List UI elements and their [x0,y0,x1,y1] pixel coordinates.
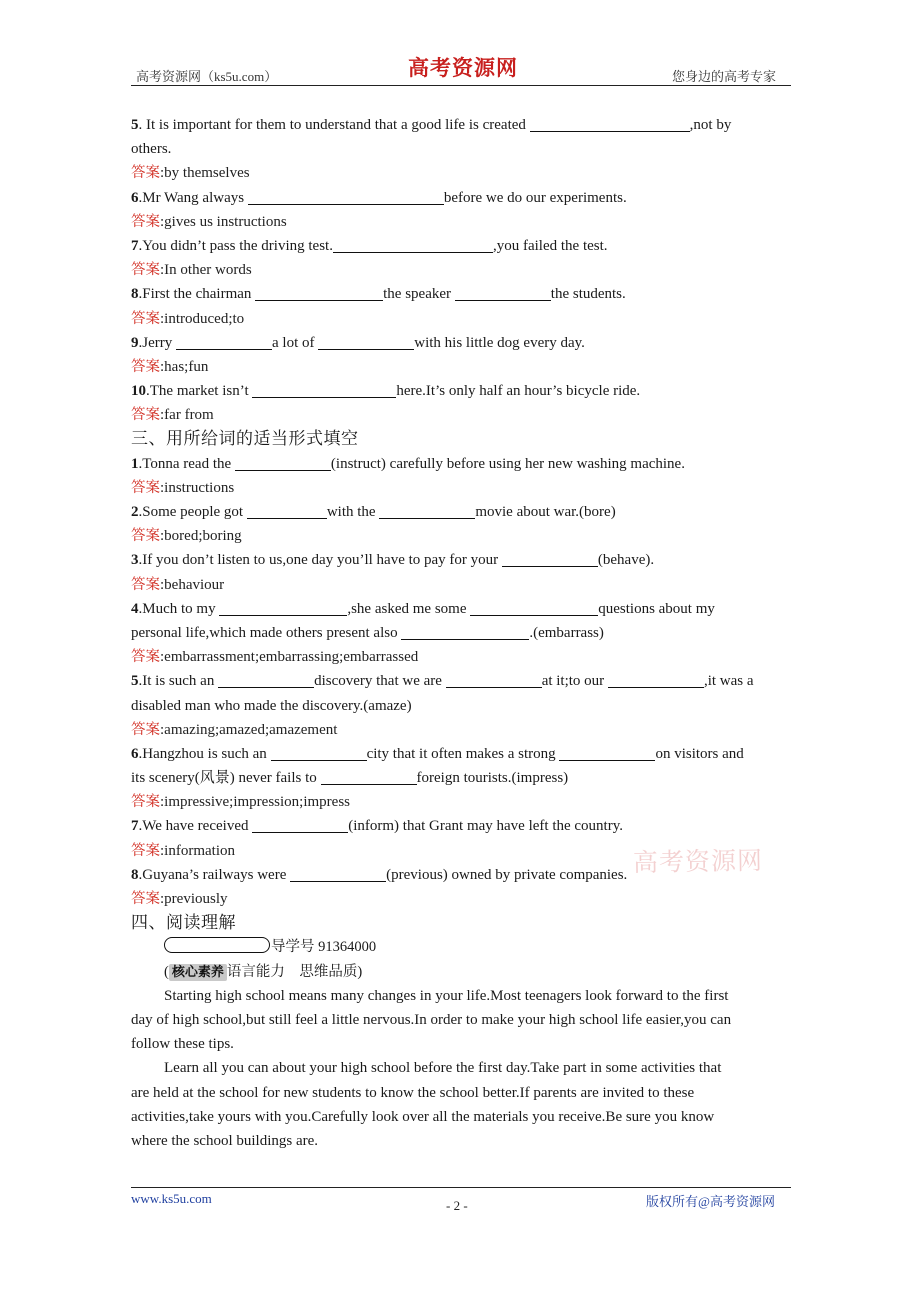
answer-line: 答案:In other words [131,262,252,279]
footer-divider [131,1187,791,1188]
answer-line: 答案:amazing;amazed;amazement [131,721,338,738]
header-divider [131,85,791,86]
question-line: 8.Guyana’s railways were (previous) owned by private companies. [131,866,628,883]
header-logo: 高考资源网 [408,55,518,80]
answer-blank [455,285,551,301]
question-line-continued: others. [131,141,172,158]
paragraph-line: are held at the school for new students to know the school better.If parents are invited to these [131,1084,695,1101]
answer-blank [318,334,414,350]
question-line: 10.The market isn’t here.It’s only half an hour’s bicycle ride. [131,383,641,400]
answer-blank [608,672,704,688]
answer-line: 答案:instructions [131,479,235,496]
guide-pill-icon [164,937,270,953]
answer-blank [247,503,327,519]
page-number: - 2 - [446,1198,468,1213]
answer-blank [235,455,331,471]
section-title: 三、用所给词的适当形式填空 [131,429,359,450]
answer-line: 答案:impressive;impression;impress [131,794,350,811]
answer-line: 答案:introduced;to [131,310,245,327]
question-line: 4.Much to my ,she asked me some questions about my [131,600,715,617]
answer-blank [290,866,386,882]
answer-blank [530,116,690,132]
question-line: 5.It is such an discovery that we are at it;to our ,it was a [131,673,754,690]
question-line: 2.Some people got with the movie about war.(bore) [131,504,616,520]
guide-number-row [131,935,791,959]
answer-line: 答案:previously [131,891,228,907]
question-line: 8.First the chairman the speaker the students. [131,286,626,303]
answer-line: 答案:has;fun [131,358,209,375]
answer-blank [248,189,444,205]
answer-line: 答案:behaviour [131,576,225,593]
exercise-content [131,113,791,1153]
answer-blank [446,672,542,688]
answer-blank [401,624,529,640]
footer-copyright: 版权所有@高考资源网 [646,1194,775,1209]
answer-blank [379,503,475,519]
answer-line: 答案:embarrassment;embarrassing;embarrassed [131,649,419,666]
header-slogan: 您身边的高考专家 [672,69,777,84]
answer-blank [321,769,417,785]
answer-blank [470,600,598,616]
answer-line: 答案:information [131,842,235,859]
reading-passage [131,984,791,1153]
answer-line: 答案:gives us instructions [131,213,287,230]
question-line: 9.Jerry a lot of with his little dog every day. [131,334,585,351]
question-line: 6.Hangzhou is such an city that it often makes a strong on visitors and [131,745,744,762]
paragraph-line: follow these tips. [131,1036,234,1053]
question-line: 5. It is important for them to understand that a good life is created ,not by [131,117,732,133]
answer-blank [559,745,655,761]
answer-line: 答案:bored;boring [131,528,242,545]
core-literacy-tag: 核心素养 [169,964,227,981]
paragraph-line: Starting high school means many changes in your life.Most teenagers look forward to the first [164,987,729,1004]
header-site-name: 高考资源网（ks5u.com） [136,69,278,84]
answer-blank [218,672,314,688]
paragraph-line: activities,take yours with you.Carefully look over all the materials you receive.Be sure you know [131,1108,715,1125]
paragraph-line: Learn all you can about your high school before the first day.Take part in some activities that [164,1060,722,1077]
watermark: 高考资源网 [632,845,764,878]
answer-blank [333,237,493,253]
answer-blank [502,551,598,567]
footer-site-link[interactable]: www.ks5u.com [131,1191,212,1206]
question-line: 1.Tonna read the (instruct) carefully before using her new washing machine. [131,455,685,472]
question-line: 6.Mr Wang always before we do our experiments. [131,189,627,206]
question-line-continued: personal life,which made others present also .(embarrass) [131,624,604,641]
answer-blank [252,817,348,833]
answer-blank [176,334,272,350]
answer-blank [271,745,367,761]
question-line: 7.You didn’t pass the driving test. ,you failed the test. [131,237,608,254]
question-line: 7.We have received (inform) that Grant may have left the country. [131,818,623,835]
section-title: 四、阅读理解 [131,913,236,934]
core-literacy-row: ( 核心素养 语言能力 思维品质) [164,963,363,980]
paragraph-line: where the school buildings are. [131,1132,319,1149]
question-line-continued: disabled man who made the discovery.(amaze) [131,697,412,714]
answer-blank [219,600,347,616]
answer-blank [252,382,396,398]
guide-number: 导学号 91364000 [271,939,377,956]
question-line-continued: its scenery(风景) never fails to foreign tourists.(impress) [131,770,569,787]
answer-line: 答案:far from [131,407,214,424]
question-line: 3.If you don’t listen to us,one day you’ll have to pay for your (behave). [131,552,655,569]
answer-line: 答案:by themselves [131,165,250,182]
answer-blank [255,285,383,301]
paragraph-line: day of high school,but still feel a little nervous.In order to make your high school life easier,you can [131,1011,732,1028]
